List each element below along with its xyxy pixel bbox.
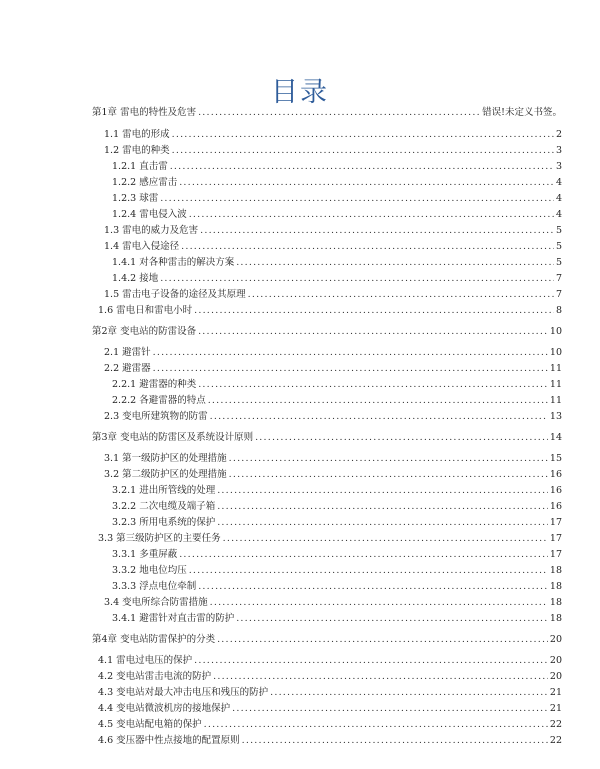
toc-entry-text: 3.4 变电所综合防雷措施: [104, 597, 208, 608]
dot-leader: [160, 193, 554, 205]
toc-entry-text: 1.1 雷电的形成: [104, 129, 170, 140]
toc-entry-text: 3.2 第二级防护区的处理措施: [104, 469, 227, 480]
toc-entry-text: 第2章 变电站的防雷设备: [92, 326, 197, 337]
toc-entry-text: 3.2.2 二次电缆及端子箱: [112, 501, 216, 512]
toc-entry[interactable]: [104, 129, 562, 141]
toc-entry-text: 4.4 变电站微波机房的接地保护: [98, 703, 231, 714]
toc-entry-page: 22: [549, 735, 562, 746]
toc-entry[interactable]: [92, 326, 562, 338]
toc-entry[interactable]: [98, 305, 562, 317]
toc-entry[interactable]: [104, 145, 562, 157]
toc-entry-text: 2.3 变电所建筑物的防雷: [104, 411, 208, 422]
toc-entry[interactable]: [112, 161, 562, 173]
toc-entry[interactable]: [104, 289, 562, 301]
toc-entry-text: 3.4.1 避雷针对直击雷的防护: [112, 613, 235, 624]
dot-leader: [170, 161, 554, 173]
toc-entry[interactable]: [92, 432, 562, 444]
toc-entry-text: 1.3 雷电的威力及危害: [104, 225, 199, 236]
toc-entry-page: 21: [549, 703, 562, 714]
toc-entry-page: 13: [549, 411, 562, 422]
toc-entry-page: 错误!未定义书签。: [482, 107, 562, 118]
toc-entry-page: 7: [555, 289, 562, 300]
toc-entry-page: 16: [549, 485, 562, 496]
dot-leader: [153, 363, 548, 375]
toc-entry[interactable]: [112, 257, 562, 269]
toc-entry-page: 18: [549, 597, 562, 608]
toc-entry[interactable]: [112, 565, 562, 577]
toc-entry[interactable]: [98, 703, 562, 715]
toc-entry-text: 1.4 雷电入侵途径: [104, 241, 180, 252]
toc-entry[interactable]: [104, 241, 562, 253]
toc-entry[interactable]: [112, 273, 562, 285]
toc-entry-page: 17: [549, 517, 562, 528]
toc-entry-page: 5: [555, 225, 562, 236]
dot-leader: [200, 225, 554, 237]
toc-entry-text: 1.2.2 感应雷击: [112, 177, 178, 188]
toc-entry[interactable]: [92, 107, 562, 119]
dot-leader: [270, 687, 548, 699]
toc-title: 目录: [271, 77, 329, 108]
toc-entry-page: 5: [555, 257, 562, 268]
dot-leader: [236, 613, 548, 625]
toc-entry[interactable]: [112, 379, 562, 391]
toc-entry[interactable]: [112, 209, 562, 221]
dot-leader: [213, 671, 548, 683]
toc-entry-text: 1.4.2 接地: [112, 273, 159, 284]
dot-leader: [210, 411, 548, 423]
dot-leader: [194, 305, 554, 317]
toc-entry-text: 4.3 变电站对最大冲击电压和残压的防护: [98, 687, 269, 698]
dot-leader: [229, 453, 548, 465]
dot-leader: [248, 289, 554, 301]
toc-entry-page: 11: [549, 363, 562, 374]
toc-entry-page: 21: [549, 687, 562, 698]
dot-leader: [242, 735, 548, 747]
toc-entry-page: 10: [549, 347, 562, 358]
toc-entry-text: 4.2 变电站雷击电流的防护: [98, 671, 212, 682]
toc-entry-page: 16: [549, 501, 562, 512]
dot-leader: [189, 209, 554, 221]
toc-entry[interactable]: [104, 453, 562, 465]
toc-entry[interactable]: [98, 687, 562, 699]
toc-entry-page: 11: [549, 395, 562, 406]
toc-entry-page: 10: [549, 326, 562, 337]
toc-entry-text: 1.2.4 雷电侵入波: [112, 209, 187, 220]
dot-leader: [179, 177, 554, 189]
toc-entry-text: 2.2.2 各避雷器的特点: [112, 395, 206, 406]
toc-entry-text: 4.6 变压器中性点接地的配置原则: [98, 735, 240, 746]
dot-leader: [229, 469, 548, 481]
dot-leader: [217, 517, 548, 529]
toc-entry-page: 8: [555, 305, 562, 316]
dot-leader: [153, 347, 548, 359]
toc-entry-page: 3: [555, 161, 562, 172]
toc-entry-page: 16: [549, 469, 562, 480]
toc-entry-text: 1.2.3 球雷: [112, 193, 159, 204]
toc-entry[interactable]: [98, 533, 562, 545]
toc-entry-text: 4.1 雷电过电压的保护: [98, 655, 193, 666]
dot-leader: [255, 432, 548, 444]
toc-entry[interactable]: [112, 193, 562, 205]
toc-entry[interactable]: [104, 469, 562, 481]
dot-leader: [198, 379, 548, 391]
toc-entry-page: 3: [555, 145, 562, 156]
toc-entry[interactable]: [112, 517, 562, 529]
toc-entry[interactable]: [104, 363, 562, 375]
dot-leader: [223, 533, 548, 545]
dot-leader: [217, 501, 548, 513]
toc-entry[interactable]: [112, 501, 562, 513]
toc-entry[interactable]: [98, 671, 562, 683]
toc-entry-page: 4: [555, 177, 562, 188]
dot-leader: [189, 565, 548, 577]
dot-leader: [194, 655, 548, 667]
toc-entry-page: 14: [549, 432, 562, 443]
toc-entry-page: 7: [555, 273, 562, 284]
dot-leader: [181, 241, 554, 253]
dot-leader: [198, 107, 480, 119]
toc-entry[interactable]: [104, 597, 562, 609]
toc-entry[interactable]: [104, 347, 562, 359]
toc-entry-page: 20: [549, 655, 562, 666]
toc-entry-page: 17: [549, 533, 562, 544]
toc-entry-text: 2.1 避雷针: [104, 347, 151, 358]
dot-leader: [172, 129, 554, 141]
toc-entry-page: 22: [549, 719, 562, 730]
toc-entry-page: 18: [549, 565, 562, 576]
toc-entry[interactable]: [112, 395, 562, 407]
toc-entry[interactable]: [112, 613, 562, 625]
toc-entry-page: 18: [549, 581, 562, 592]
toc-entry-text: 3.1 第一级防护区的处理措施: [104, 453, 227, 464]
toc-entry-text: 第3章 变电站的防雷区及系统设计原则: [92, 432, 254, 443]
dot-leader: [198, 581, 548, 593]
toc-entry-text: 1.2.1 直击雷: [112, 161, 168, 172]
toc-entry-page: 15: [549, 453, 562, 464]
toc-entry[interactable]: [112, 581, 562, 593]
toc-entry[interactable]: [98, 719, 562, 731]
toc-entry-text: 2.2 避雷器: [104, 363, 151, 374]
toc-entry-text: 3.3.3 浮点电位牵制: [112, 581, 197, 592]
toc-entry-page: 18: [549, 613, 562, 624]
toc-entry[interactable]: [112, 549, 562, 561]
dot-leader: [232, 703, 548, 715]
toc-entry[interactable]: [112, 177, 562, 189]
toc-entry-page: 17: [549, 549, 562, 560]
toc-entry-page: 5: [555, 241, 562, 252]
dot-leader: [217, 485, 548, 497]
toc-entry-text: 3.3 第三级防护区的主要任务: [98, 533, 221, 544]
dot-leader: [236, 257, 554, 269]
dot-leader: [217, 634, 548, 646]
toc-entry-text: 3.2.1 进出所管线的处理: [112, 485, 216, 496]
dot-leader: [210, 597, 548, 609]
toc-entry-text: 第1章 雷电的特性及危害: [92, 107, 197, 118]
toc-entry-page: 11: [549, 379, 562, 390]
dot-leader: [172, 145, 554, 157]
dot-leader: [204, 719, 548, 731]
toc-entry-text: 3.3.2 地电位均压: [112, 565, 187, 576]
toc-entry-text: 3.3.1 多重屏蔽: [112, 549, 178, 560]
toc-entry-page: 4: [555, 209, 562, 220]
toc-entry-text: 4.5 变电站配电箱的保护: [98, 719, 202, 730]
toc-entry[interactable]: [98, 735, 562, 747]
toc-entry-text: 1.2 雷电的种类: [104, 145, 170, 156]
toc-entry-text: 3.2.3 所用电系统的保护: [112, 517, 216, 528]
toc-entry[interactable]: [98, 655, 562, 667]
dot-leader: [208, 395, 548, 407]
toc-entry-text: 第4章 变电站防雷保护的分类: [92, 634, 216, 645]
toc-entry[interactable]: [104, 411, 562, 423]
toc-entry-text: 1.4.1 对各种雷击的解决方案: [112, 257, 235, 268]
toc-entry-page: 20: [549, 634, 562, 645]
dot-leader: [179, 549, 548, 561]
toc-entry[interactable]: [112, 485, 562, 497]
toc-entry[interactable]: [92, 634, 562, 646]
toc-entry-text: 1.6 雷电日和雷电小时: [98, 305, 193, 316]
toc-entry[interactable]: [104, 225, 562, 237]
dot-leader: [160, 273, 554, 285]
toc-entry-text: 2.2.1 避雷器的种类: [112, 379, 197, 390]
toc-entry-text: 1.5 雷击电子设备的途径及其原理: [104, 289, 246, 300]
toc-entry-page: 20: [549, 671, 562, 682]
dot-leader: [198, 326, 548, 338]
toc-entry-page: 4: [555, 193, 562, 204]
toc-entry-page: 2: [555, 129, 562, 140]
